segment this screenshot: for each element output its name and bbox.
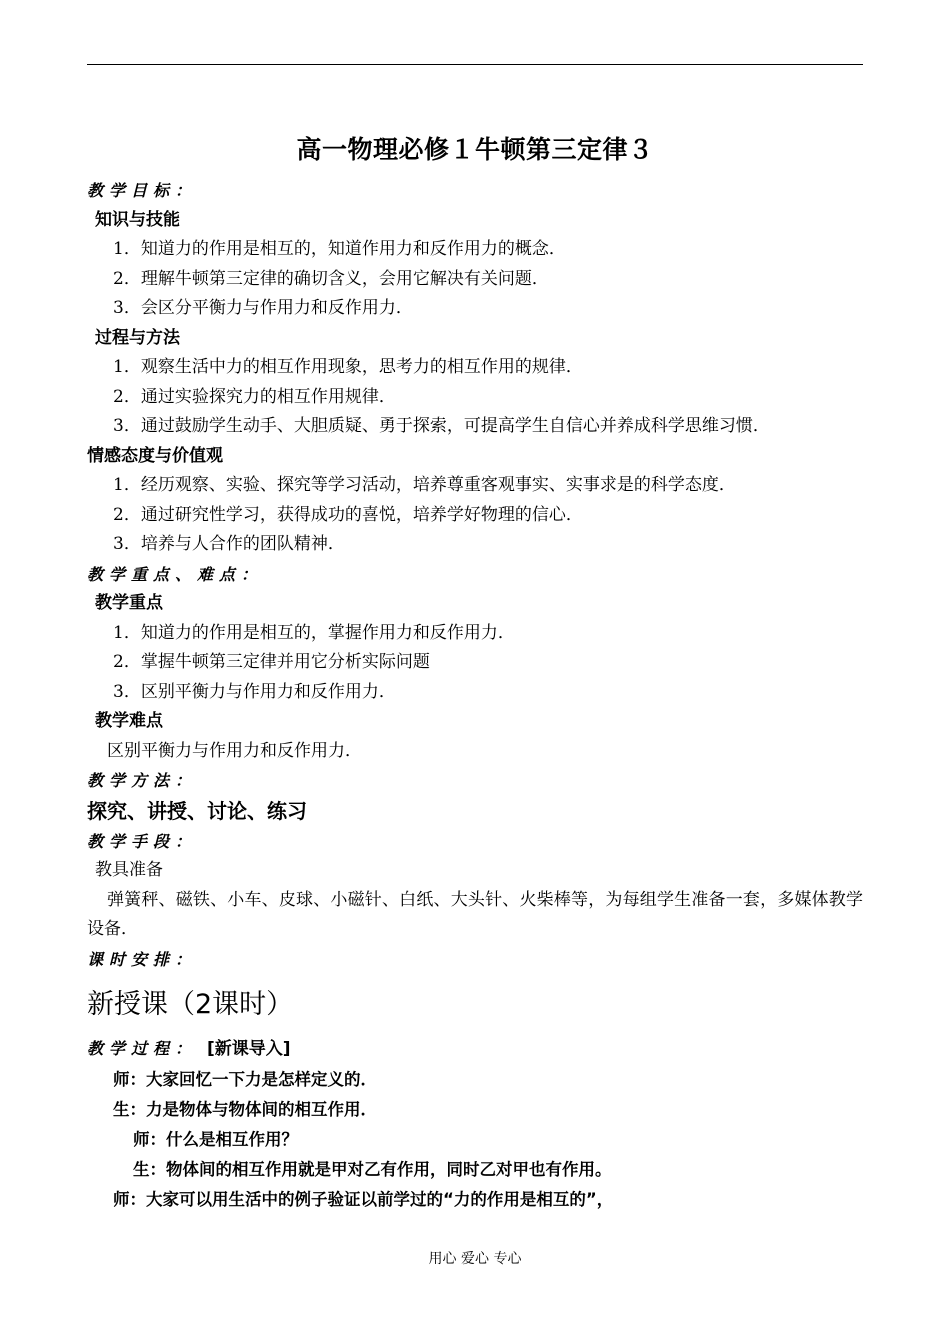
- focus-item-3: 3．区别平衡力与作用力和反作用力．: [113, 681, 396, 702]
- knowledge-item-2: 2．理解牛顿第三定律的确切含义，会用它解决有关问题．: [113, 268, 549, 289]
- attitude-item-3: 3．培养与人合作的团队精神．: [113, 534, 345, 554]
- attitude-subheading: 情感态度与价值观: [87, 445, 223, 466]
- difficulty-subheading: 教学难点: [95, 711, 163, 731]
- means-subheading: 教具准备: [95, 860, 163, 880]
- dialogue-line-2: 生：力是物体与物体间的相互作用．: [113, 1099, 377, 1119]
- difficulty-text: 区别平衡力与作用力和反作用力．: [107, 740, 362, 761]
- focus-item-1: 1．知道力的作用是相互的，掌握作用力和反作用力．: [113, 622, 515, 643]
- process-item-1: 1．观察生活中力的相互作用现象，思考力的相互作用的规律．: [113, 357, 583, 377]
- methods-text: 探究、讲授、讨论、练习: [87, 798, 307, 823]
- knowledge-item-3: 3．会区分平衡力与作用力和反作用力．: [113, 298, 413, 318]
- attitude-item-1: 1．经历观察、实验、探究等学习活动，培养尊重客观事实、实事求是的科学态度．: [113, 475, 736, 495]
- means-text: 弹簧秤、磁铁、小车、皮球、小磁针、白纸、大头针、火柴棒等，为每组学生准备一套，多媒体教学设备．: [87, 889, 863, 939]
- objectives-heading: 教学目标：: [87, 181, 198, 200]
- process-item-2: 2．通过实验探究力的相互作用规律．: [113, 386, 396, 407]
- means-heading: 教学手段：: [87, 831, 198, 851]
- schedule-text: 新授课（2课时）: [87, 989, 294, 1020]
- teaching-process-label: 教学过程：: [87, 1039, 198, 1058]
- dialogue-line-1: 师：大家回忆一下力是怎样定义的．: [113, 1069, 377, 1089]
- document-title: 高一物理必修１牛顿第三定律３: [296, 135, 654, 164]
- schedule-heading: 课时安排：: [87, 949, 198, 969]
- key-points-heading: 教学重点、难点：: [87, 564, 264, 584]
- attitude-item-2: 2．通过研究性学习，获得成功的喜悦，培养学好物理的信心．: [113, 504, 583, 525]
- dialogue-line-5: 师：大家可以用生活中的例子验证以前学过的“力的作用是相互的”，: [113, 1189, 614, 1209]
- process-item-3: 3．通过鼓励学生动手、大胆质疑、勇于探索，可提高学生自信心并养成科学思维习惯．: [113, 416, 770, 436]
- dialogue-line-3: 师：什么是相互作用？: [133, 1129, 298, 1149]
- process-method-subheading: 过程与方法: [95, 327, 180, 348]
- teaching-process-heading: [87, 1034, 863, 1065]
- knowledge-subheading: 知识与技能: [95, 209, 180, 230]
- methods-heading: 教学方法：: [87, 771, 198, 790]
- focus-item-2: 2．掌握牛顿第三定律并用它分析实际问题: [113, 652, 430, 672]
- header-rule: [87, 64, 863, 65]
- focus-subheading: 教学重点: [95, 593, 163, 613]
- page-footer: 用心 爱心 专心: [428, 1251, 522, 1267]
- dialogue-line-4: 生：物体间的相互作用就是甲对乙有作用，同时乙对甲也有作用。: [133, 1159, 612, 1179]
- document-body: [87, 130, 863, 1215]
- new-lesson-tag: [新课导入]: [207, 1039, 291, 1059]
- knowledge-item-1: 1．知道力的作用是相互的，知道作用力和反作用力的概念．: [113, 239, 566, 259]
